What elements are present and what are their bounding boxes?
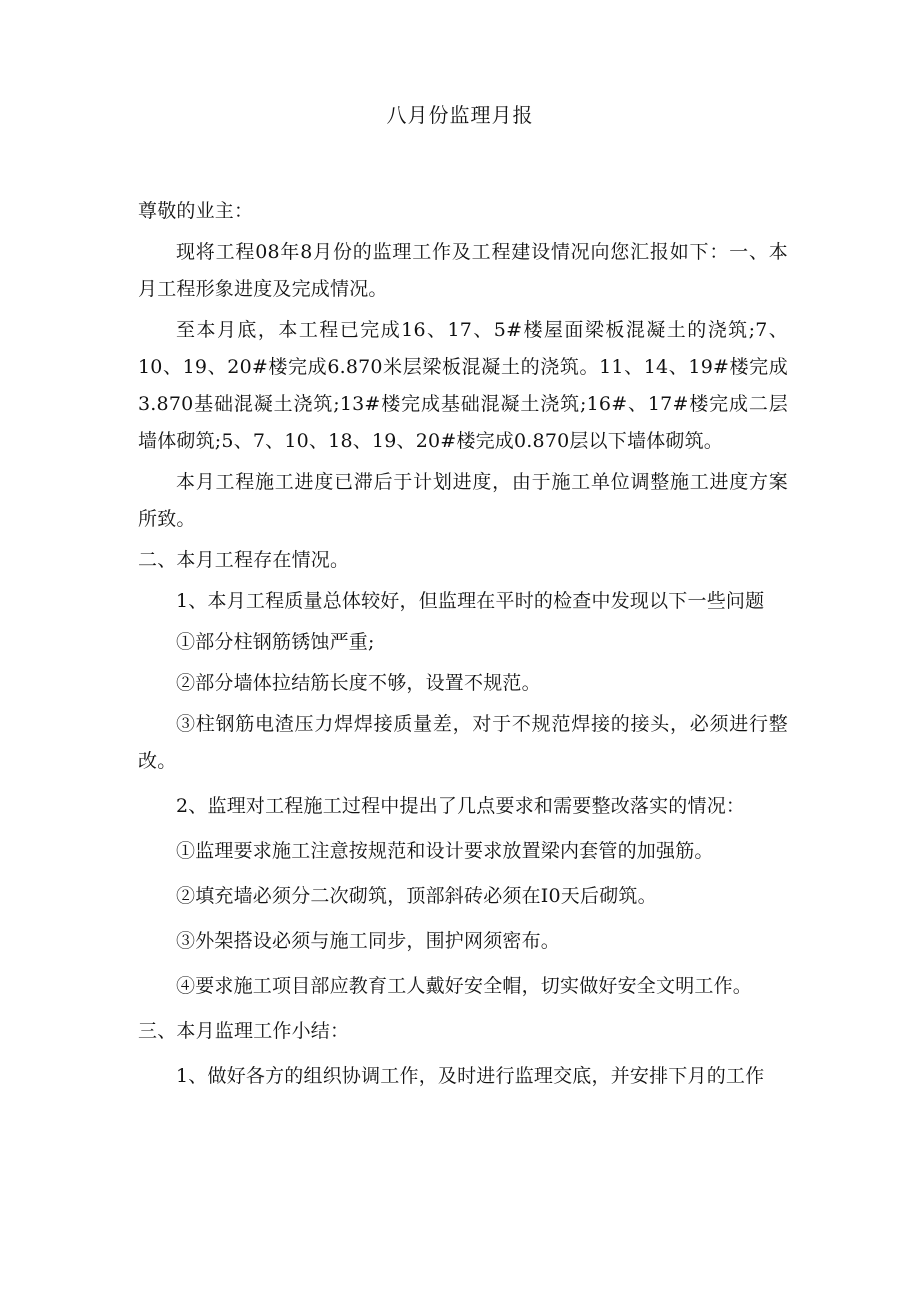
- section-2-item-2: 2、监理对工程施工过程中提出了几点要求和需要整改落实的情况：: [176, 795, 746, 817]
- section-3-item-1: 1、做好各方的组织协调工作，及时进行监理交底，并安排下月的工作: [176, 1065, 765, 1087]
- requirement-point-1: ①监理要求施工注意按规范和设计要求放置梁内套管的加强筋。: [176, 840, 714, 862]
- document-title: 八月份监理月报: [386, 103, 534, 127]
- issue-point-1: ①部分柱钢筋锈蚀严重;: [176, 631, 375, 653]
- section-2-item-1: 1、本月工程质量总体较好，但监理在平时的检查中发现以下一些问题: [176, 590, 765, 612]
- paragraph-intro: 现将工程08年8月份的监理工作及工程建设情况向您汇报如下：一、本月工程形象进度及完成情况。: [138, 241, 788, 300]
- document-body: [138, 193, 788, 1095]
- requirement-point-4: ④要求施工项目部应教育工人戴好安全帽，切实做好安全文明工作。: [176, 975, 753, 997]
- paragraph-progress: 至本月底，本工程已完成16、17、5#楼屋面梁板混凝土的浇筑;7、10、19、20#楼完成6.870米层梁板混凝土的浇筑。11、14、19#楼完成3.870基础混凝土浇筑;13#楼完成基础混凝土浇筑;16#、17#楼完成二层墙体砌筑;5、7、10、18、19、20#楼完成0.870层以下墙体砌筑。: [138, 319, 788, 452]
- section-heading-3: 三、本月监理工作小结：: [138, 1020, 350, 1042]
- requirement-point-3: ③外架搭设必须与施工同步，围护网须密布。: [176, 930, 561, 952]
- requirement-point-2: ②填充墙必须分二次砌筑，顶部斜砖必须在I0天后砌筑。: [176, 885, 657, 907]
- salutation: 尊敬的业主：: [138, 200, 254, 222]
- issue-point-2: ②部分墙体拉结筋长度不够，设置不规范。: [176, 672, 541, 694]
- section-heading-2: 二、本月工程存在情况。: [138, 549, 350, 571]
- issue-point-3: ③柱钢筋电渣压力焊焊接质量差，对于不规范焊接的接头，必须进行整改。: [138, 713, 788, 772]
- paragraph-delay: 本月工程施工进度已滞后于计划进度，由于施工单位调整施工进度方案所致。: [138, 471, 788, 530]
